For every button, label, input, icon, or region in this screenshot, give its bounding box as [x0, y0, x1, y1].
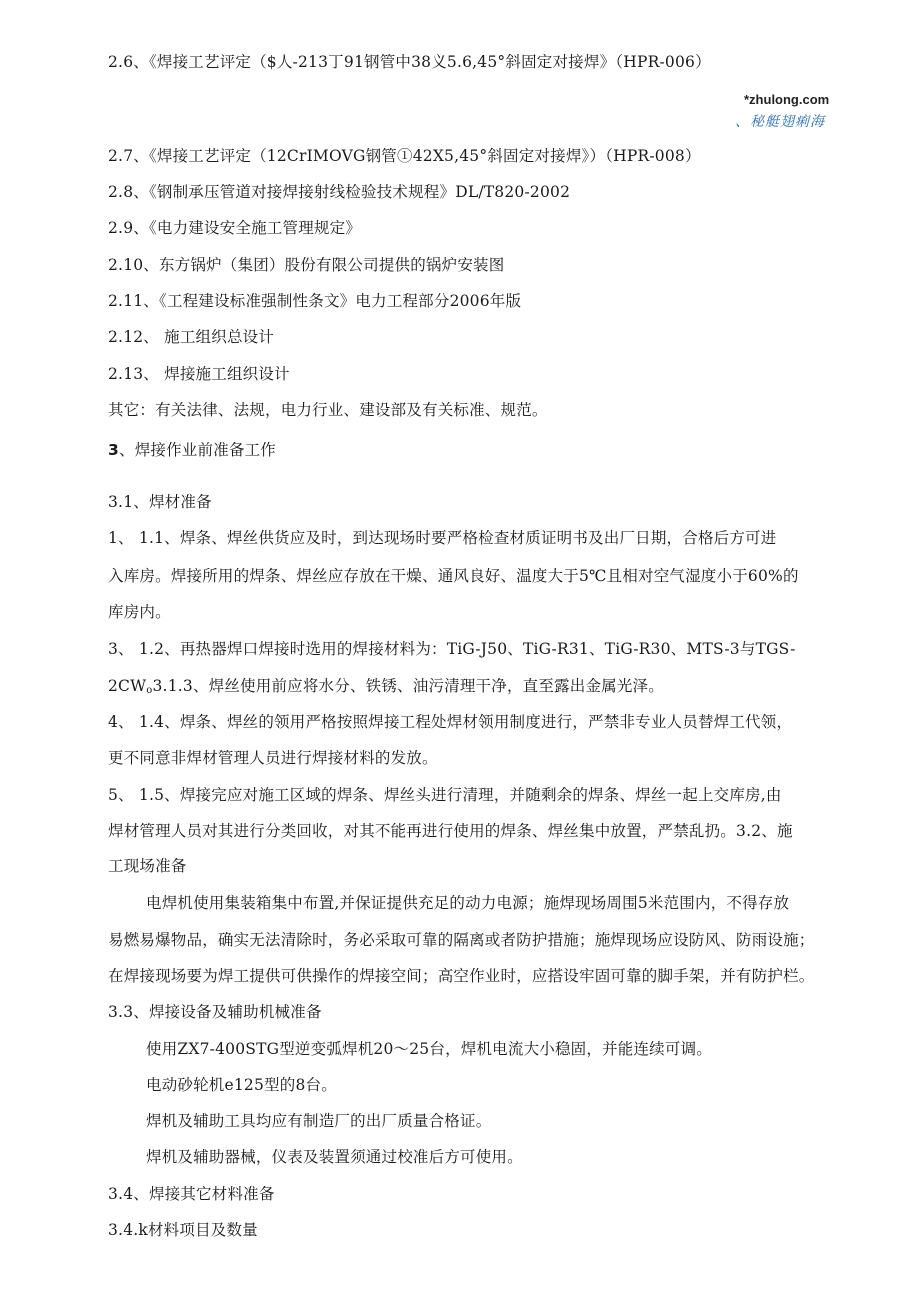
ref-other: 其它：有关法律、法规，电力行业、建设部及有关标准、规范。 — [108, 401, 548, 419]
watermark-tagline: 、秘艇翅痢海 — [735, 114, 825, 130]
section-3-3-heading: 3.3、焊接设备及辅助机械准备 — [108, 1003, 322, 1021]
ref-2-9: 2.9、《电力建设安全施工管理规定》 — [108, 219, 362, 237]
equipment-item-2: 电动砂轮机e125型的8台。 — [146, 1076, 337, 1094]
ref-2-7: 2.7、《焊接工艺评定（12CrIMOVG钢管①42X5,45°斜固定对接焊》）（HPR-008） — [108, 147, 701, 165]
equipment-item-3: 焊机及辅助工具均应有制造厂的出厂质量合格证。 — [146, 1112, 492, 1130]
para-2-line-1: 3、 1.2、再热器焊口焊接时选用的焊接材料为：TiG-J50、TiG-R31、TiG-R30、MTS-3与TGS- — [108, 640, 796, 658]
section-3-number: 3 — [108, 441, 119, 459]
para-2-line-2 — [108, 676, 664, 701]
section-3-4-heading: 3.4、焊接其它材料准备 — [108, 1185, 275, 1203]
para-1-line-3: 库房内。 — [108, 603, 171, 621]
ref-2-12: 2.12、 施工组织总设计 — [108, 328, 275, 346]
para-4-line-2: 焊材管理人员对其进行分类回收，对其不能再进行使用的焊条、焊丝集中放置，严禁乱扔。3.2、施 — [108, 822, 793, 840]
section-3-1-heading: 3.1、焊材准备 — [108, 493, 212, 511]
para-4-line-1: 5、 1.5、焊接完应对施工区域的焊条、焊丝头进行清理，并随剩余的焊条、焊丝一起上交库房,由 — [108, 786, 782, 804]
para-3-line-2: 更不同意非焊材管理人员进行焊接材料的发放。 — [108, 749, 438, 767]
site-prep-line-2: 易燃易爆物品，确实无法清除时，务必采取可靠的隔离或者防护措施；施焊现场应设防风、防雨设施； — [108, 931, 815, 949]
ref-2-10: 2.10、东方锅炉（集团）股份有限公司提供的锅炉安装图 — [108, 256, 505, 274]
ref-2-6: 2.6、《焊接工艺评定（$人-213丁91钢管中38义5.6,45°斜固定对接焊》（HPR-006） — [108, 53, 711, 71]
section-3-title: 、焊接作业前准备工作 — [119, 441, 277, 459]
para-4-line-3: 工现场准备 — [108, 857, 187, 875]
ref-2-13: 2.13、 焊接施工组织设计 — [108, 365, 290, 383]
para-2-start: 2CW — [108, 677, 147, 695]
para-1-line-2: 入库房。焊接所用的焊条、焊丝应存放在干燥、通风良好、温度大于5℃且相对空气湿度小于60%的 — [108, 567, 799, 585]
ref-2-11: 2.11、《工程建设标准强制性条文》电力工程部分2006年版 — [108, 292, 522, 310]
para-2-sub: o — [146, 685, 153, 696]
equipment-item-4: 焊机及辅助器械，仪表及装置须通过校准后方可使用。 — [146, 1148, 523, 1166]
site-prep-line-1: 电焊机使用集装箱集中布置,并保证提供充足的动力电源；施焊现场周围5米范围内，不得存放 — [146, 894, 790, 912]
para-3-line-1: 4、 1.4、焊条、焊丝的领用严格按照焊接工程处焊材领用制度进行，严禁非专业人员替焊工代领， — [108, 713, 793, 731]
watermark-site: *zhulong.com — [744, 92, 830, 107]
site-prep-line-3: 在焊接现场要为焊工提供可供操作的焊接空间；高空作业时，应搭设牢固可靠的脚手架，并有防护栏。 — [108, 967, 815, 985]
ref-2-8: 2.8、《钢制承压管道对接焊接射线检验技术规程》DL/T820-2002 — [108, 183, 571, 201]
equipment-item-1: 使用ZX7-400STG型逆变弧焊机20～25台，焊机电流大小稳固，并能连续可调。 — [146, 1040, 712, 1058]
section-3-heading — [108, 440, 276, 460]
para-2-end: 3.1.3、焊丝使用前应将水分、铁锈、油污清理干净，直至露出金属光泽。 — [152, 677, 664, 695]
section-3-4-1-heading: 3.4.k材料项目及数量 — [108, 1221, 258, 1239]
para-1-line-1: 1、 1.1、焊条、焊丝供货应及时，到达现场时要严格检查材质证明书及出厂日期，合格后方可进 — [108, 529, 777, 547]
